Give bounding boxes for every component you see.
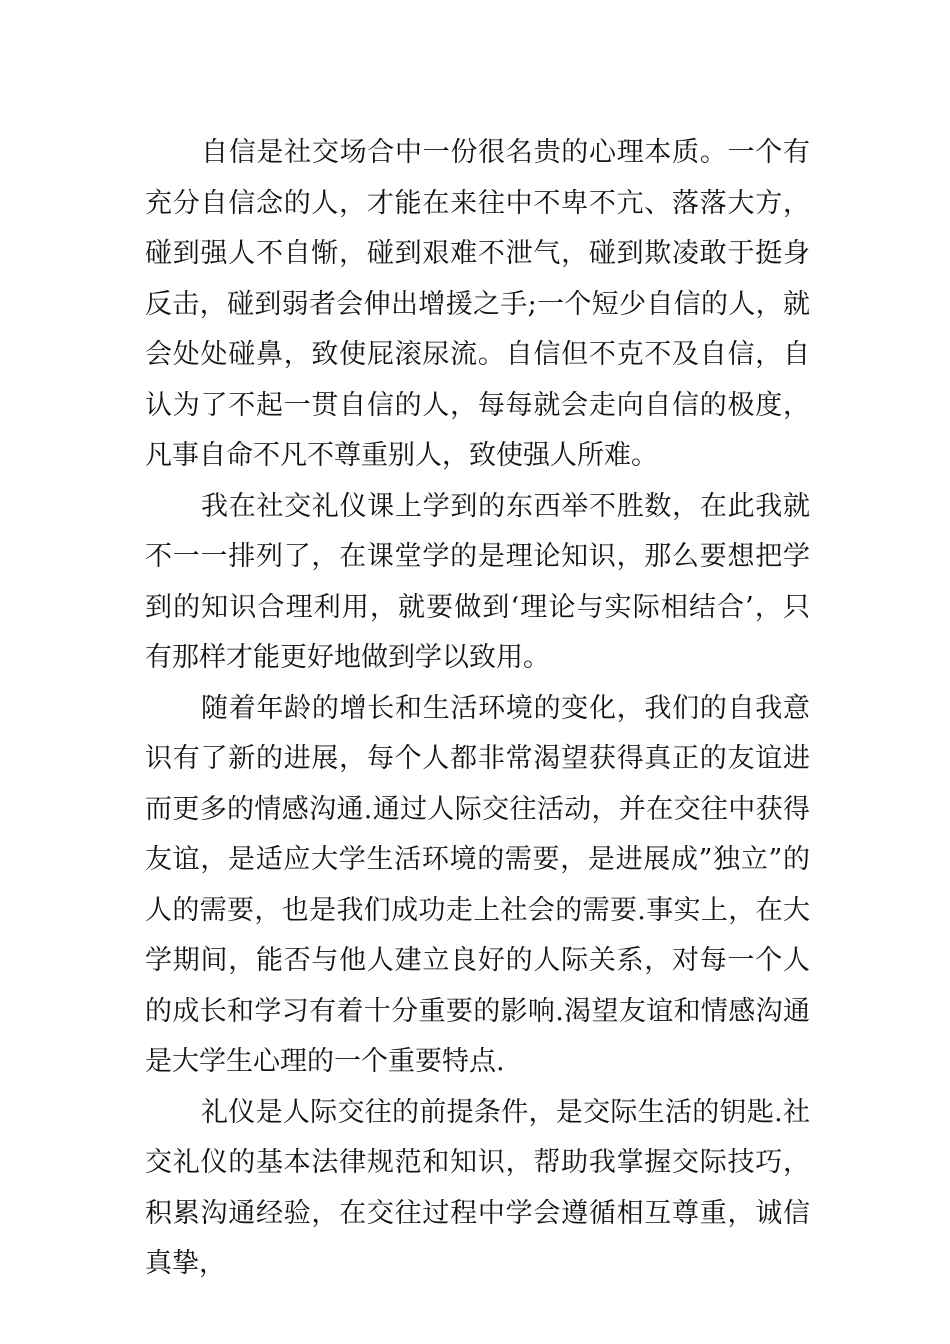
paragraph-etiquette-course: 我在社交礼仪课上学到的东西举不胜数，在此我就不一一排列了，在课堂学的是理论知识，那么要想把学到的知识合理利用，就要做到‘理论与实际相结合’，只有那样才能更好地做到学以致用。 (145, 490, 810, 673)
paragraph-friendship: 随着年龄的增长和生活环境的变化，我们的自我意识有了新的进展，每个人都非常渴望获得真正的友谊进而更多的情感沟通.通过人际交往活动，并在交往中获得友谊，是适应大学生活环境的需要，是进展成”独立”的人的需要，也是我们成功走上社会的需要.事实上，在大学期间，能否与他人建立良好的人际关系，对每一个人的成长和学习有着十分重要的影响.渴望友谊和情感沟通是大学生心理的一个重要特点. (145, 692, 810, 1077)
paragraph-etiquette-key: 礼仪是人际交往的前提条件，是交际生活的钥匙.社交礼仪的基本法律规范和知识，帮助我掌握交际技巧，积累沟通经验，在交往过程中学会遵循相互尊重，诚信真挚， (145, 1096, 810, 1279)
paragraph-confidence: 自信是社交场合中一份很名贵的心理本质。一个有充分自信念的人，才能在来往中不卑不亢、落落大方，碰到强人不自惭，碰到艰难不泄气，碰到欺凌敢于挺身反击，碰到弱者会伸出增援之手;一个短少自信的人，就会处处碰鼻，致使屁滚尿流。自信但不克不及自信，自认为了不起一贯自信的人，每每就会走向自信的极度，凡事自命不凡不尊重别人，致使强人所难。 (145, 137, 810, 471)
document-body (145, 128, 810, 1290)
